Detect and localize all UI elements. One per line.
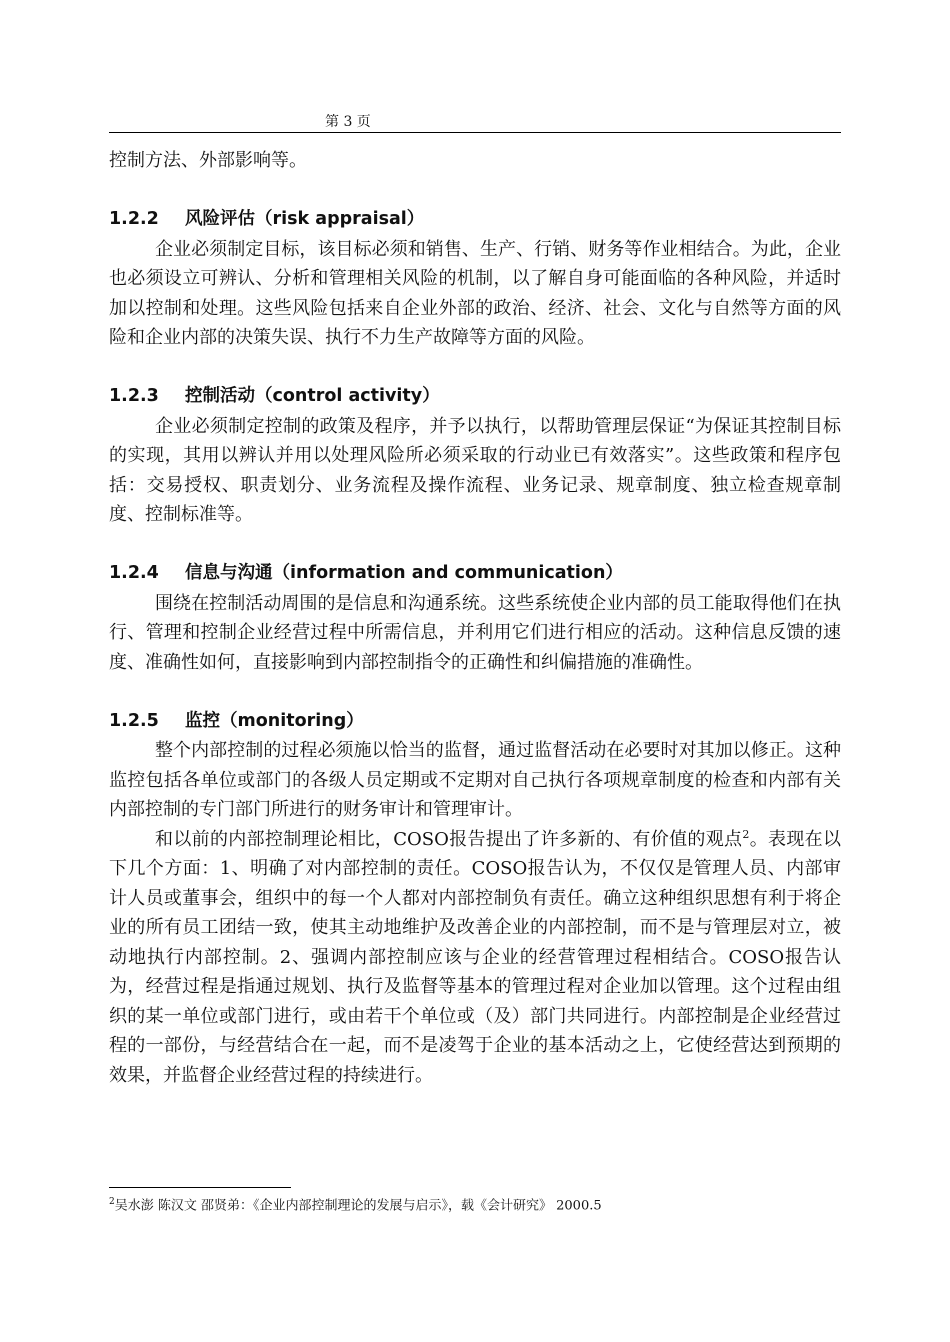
section-heading-1-2-2 xyxy=(109,205,841,235)
section-paragraph: 企业必须制定目标，该目标必须和销售、生产、行销、财务等作业相结合。为此，企业也必须设立可辨认、分析和管理相关风险的机制，以了解自身可能面临的各种风险，并适时加以控制和处理。这些风险包括来自企业外部的政治、经济、社会、文化与自然等方面的风险和企业内部的决策失误、执行不力生产故障等方面的风险。 xyxy=(109,238,841,348)
section-heading-1-2-3 xyxy=(109,382,841,412)
section-number: 1.2.5 xyxy=(109,710,159,731)
header-rule xyxy=(109,132,841,133)
section-number: 1.2.4 xyxy=(109,563,159,583)
section-number: 1.2.2 xyxy=(109,209,159,229)
footnote-text: 吴水澎 陈汉文 邵贤弟：《企业内部控制理论的发展与启示》，载《会计研究》 2000.5 xyxy=(114,1198,602,1214)
spacer xyxy=(109,530,841,560)
footnote-mark: 2 xyxy=(109,1197,115,1207)
spacer xyxy=(109,677,841,707)
section-heading-1-2-5 xyxy=(109,707,841,737)
footnote-separator xyxy=(109,1187,291,1188)
section-heading-1-2-4 xyxy=(109,559,841,589)
section-paragraph: 整个内部控制的过程必须施以恰当的监督，通过监督活动在必要时对其加以修正。这种监控包括各单位或部门的各级人员定期或不定期对自己执行各项规章制度的检查和内部有关内部控制的专门部门所进行的财务审计和管理审计。 xyxy=(109,740,841,820)
section-title: 控制活动（control activity） xyxy=(185,386,440,406)
page-number: 第 3 页 xyxy=(325,114,371,130)
section-title: 信息与沟通（information and communication） xyxy=(185,563,623,583)
page-header xyxy=(109,112,841,132)
section-paragraph: 企业必须制定控制的政策及程序，并予以执行，以帮助管理层保证“为保证其控制目标的实现，其用以辨认并用以处理风险所必须采取的行动业已有效落实”。这些政策和程序包括：交易授权、职责划分、业务流程及操作流程、业务记录、规章制度、独立检查规章制度、控制标准等。 xyxy=(109,415,841,525)
section-title: 监控（monitoring） xyxy=(185,710,364,731)
closing-text-start: 和以前的内部控制理论相比，COSO报告提出了许多新的、有价值的观点 xyxy=(155,828,743,850)
section-number: 1.2.3 xyxy=(109,386,159,406)
section-paragraph: 围绕在控制活动周围的是信息和沟通系统。这些系统使企业内部的员工能取得他们在执行、管理和控制企业经营过程中所需信息，并利用它们进行相应的活动。这种信息反馈的速度、准确性如何，直接影响到内部控制指令的正确性和纠偏措施的准确性。 xyxy=(109,592,841,673)
section-title: 风险评估（risk appraisal） xyxy=(185,209,425,229)
spacer xyxy=(109,176,841,206)
footnote xyxy=(109,1192,602,1216)
closing-paragraph xyxy=(109,825,841,1091)
spacer xyxy=(109,353,841,383)
closing-text-rest: 。表现在以下几个方面：1、明确了对内部控制的责任。COSO报告认为，不仅仅是管理人员、内部审计人员或董事会，组织中的每一个人都对内部控制负有责任。确立这种组织思想有利于将企业的所有员工团结一致，使其主动地维护及改善企业的内部控制，而不是与管理层对立，被动地执行内部控制。2、强调内部控制应该与企业的经营管理过程相结合。COSO报告认为，经营过程是指通过规划、执行及监督等基本的管理过程对企业加以管理。这个过程由组织的某一单位或部门进行，或由若干个单位或（及）部门共同进行。内部控制是企业经营过程的一部份，与经营结合在一起，而不是凌驾于企业的基本活动之上，它使经营达到预期的效果，并监督企业经营过程的持续进行。 xyxy=(109,828,841,1086)
footnote-reference[interactable]: 2 xyxy=(742,827,750,841)
intro-tail-paragraph: 控制方法、外部影响等。 xyxy=(109,150,307,171)
document-body xyxy=(109,146,841,1090)
